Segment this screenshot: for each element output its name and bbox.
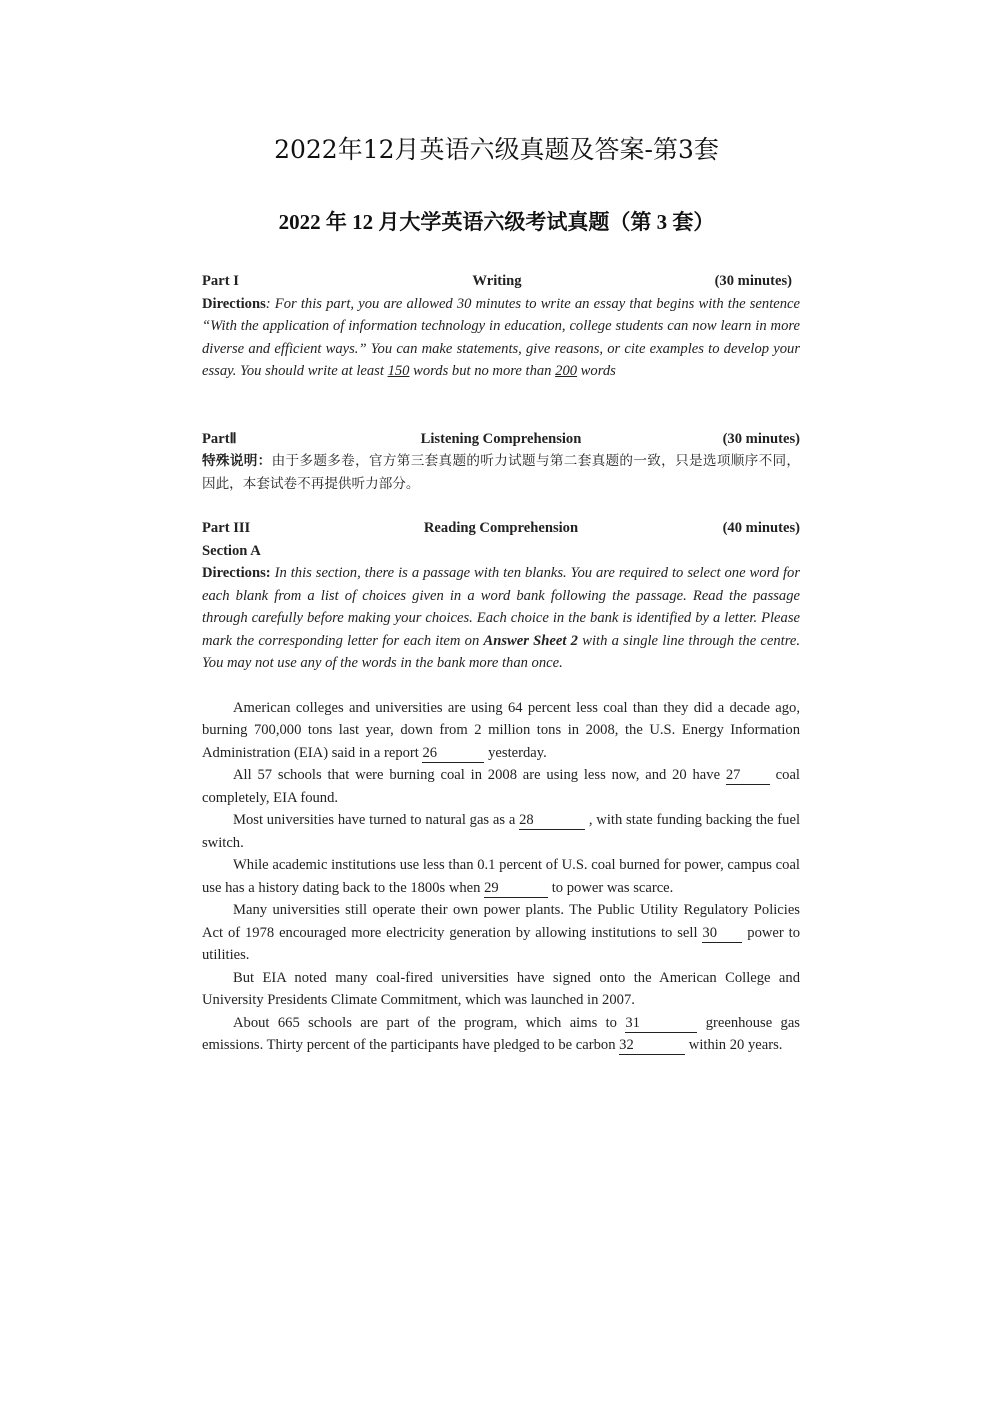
blank-31: 31 <box>625 1015 697 1033</box>
blank-29: 29 <box>484 880 548 898</box>
passage-paragraph: Many universities still operate their own power plants. The Public Utility Regulatory Policies Act of 1978 encouraged more electricity generation by allowing institutions to sell 30 power to utilities. <box>202 902 800 963</box>
blank-26: 26 <box>422 745 484 763</box>
part3-directions-label: Directions: <box>202 565 271 581</box>
min-words: 150 <box>387 363 410 379</box>
passage-paragraph: About 665 schools are part of the program, which aims to 31 greenhouse gas emissions. Thirty percent of the participants have pledged to be carbon 32 within 20 years. <box>202 1014 800 1053</box>
blank-28: 28 <box>519 812 585 830</box>
part1-name: Writing <box>472 273 522 289</box>
part2-time: (30 minutes) <box>722 430 800 447</box>
part2-note: 特殊说明：由于多题多卷，官方第三套真题的听力试题与第二套真题的一致，只是选项顺序不同，因此，本套试卷不再提供听力部分。 <box>202 453 801 492</box>
max-words: 200 <box>555 363 578 379</box>
part2-label: PartⅡ <box>202 430 237 447</box>
part3-label: Part III <box>202 520 251 536</box>
blank-32: 32 <box>619 1037 685 1055</box>
section-a-heading: Section A <box>202 542 261 559</box>
blank-27: 27 <box>726 767 770 785</box>
part2-header <box>202 428 800 451</box>
part3-time: (40 minutes) <box>722 520 800 536</box>
passage-paragraph: While academic institutions use less than 0.1 percent of U.S. coal burned for power, campus coal use has a history dating back to the 1800s when 29 to power was scarce. <box>202 857 800 896</box>
blank-30: 30 <box>702 925 742 943</box>
passage-paragraph: All 57 schools that were burning coal in 2008 are using less now, and 20 have 27 coal completely, EIA found. <box>202 767 800 806</box>
part3-header <box>202 517 800 540</box>
passage-paragraph: But EIA noted many coal-fired universities have signed onto the American College and University Presidents Climate Commitment, which was launched in 2007. <box>202 969 800 1008</box>
answer-sheet-ref: Answer Sheet 2 <box>483 632 578 649</box>
part3-name: Reading Comprehension <box>423 520 579 536</box>
part3-directions: Directions: In this section, there is a passage with ten blanks. You are required to select one word for each blank from a list of choices given in a word bank following the passage. Read the passage through carefully before making your choices. Each choice in the bank is identified by a letter. Please mark the corresponding letter for each item on Answer Sheet 2 with a single line through the centre. You may not use any of the words in the bank more than once. <box>202 565 800 671</box>
part1-time: (30 minutes) <box>714 273 792 289</box>
part1-directions-label: Directions <box>202 295 266 312</box>
part2-note-label: 特殊说明： <box>202 453 272 469</box>
exam-title: 2022 年 12 月大学英语六级考试真题（第 3 套） <box>278 210 715 234</box>
document-title: 2022年12月英语六级真题及答案-第3套 <box>274 135 719 164</box>
part1-directions: Directions: For this part, you are allowed 30 minutes to write an essay that begins with the sentence “With the application of information technology in education, college students can now learn in more diverse and efficient ways.” You can make statements, give reasons, or cite examples to develop your essay. You should write at least 150 words but no more than 200 words <box>202 295 800 379</box>
passage-paragraph: Most universities have turned to natural gas as a 28 , with state funding backing the fuel switch. <box>202 812 800 851</box>
part2-name: Listening Comprehension <box>420 430 582 447</box>
passage-paragraph: American colleges and universities are using 64 percent less coal than they did a decade ago, burning 700,000 tons last year, down from 2 million tons in 2008, the U.S. Energy Information Administration (EIA) said in a report 26 yesterday. <box>202 699 800 761</box>
exam-content <box>202 270 800 1057</box>
part1-header <box>202 270 800 293</box>
part1-label: Part I <box>202 273 239 289</box>
